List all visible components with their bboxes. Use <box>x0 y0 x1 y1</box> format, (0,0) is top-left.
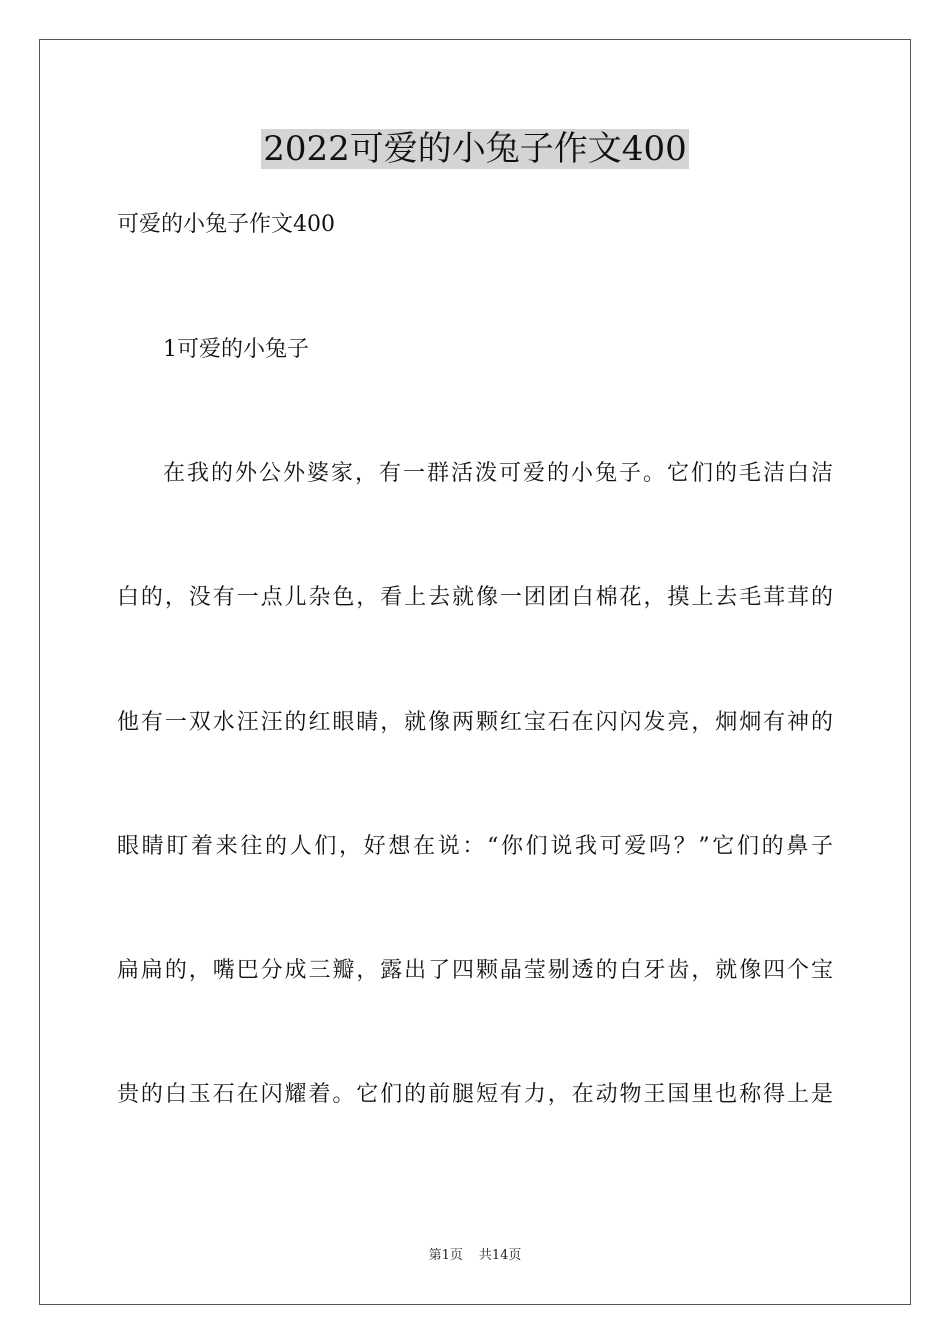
document-subtitle: 可爱的小兔子作文400 <box>117 212 335 237</box>
paragraph-line: 白的，没有一点儿杂色，看上去就像一团团白棉花，摸上去毛茸茸的 <box>117 585 833 610</box>
paragraph-line: 扁扁的，嘴巴分成三瓣，露出了四颗晶莹剔透的白牙齿，就像四个宝 <box>117 958 833 983</box>
page-footer <box>0 1247 950 1265</box>
paragraph-line: 贵的白玉石在闪耀着。它们的前腿短有力，在动物王国里也称得上是 <box>117 1082 833 1107</box>
paragraph-line: 眼睛盯着来往的人们，好想在说：“你们说我可爱吗？”它们的鼻子 <box>117 834 833 859</box>
section-heading: 1可爱的小兔子 <box>163 337 309 362</box>
document-title <box>0 128 950 170</box>
paragraph-line: 他有一双水汪汪的红眼睛，就像两颗红宝石在闪闪发亮，炯炯有神的 <box>117 710 833 735</box>
page-total: 共14页 <box>478 1248 522 1263</box>
page-number: 第1页 <box>428 1248 463 1263</box>
document-title-text: 2022可爱的小兔子作文400 <box>263 129 687 169</box>
paragraph-line: 在我的外公外婆家，有一群活泼可爱的小兔子。它们的毛洁白洁 <box>163 461 833 486</box>
